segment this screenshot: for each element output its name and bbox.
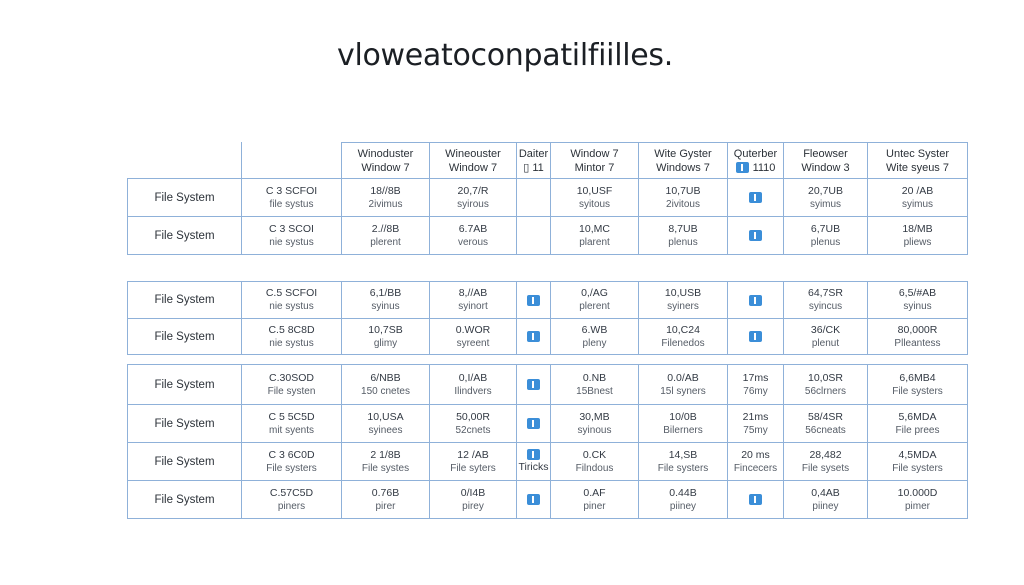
file-icon bbox=[749, 331, 762, 342]
row-label bbox=[127, 216, 242, 255]
table-cell bbox=[783, 364, 868, 405]
cell-text: 6/NBB bbox=[370, 371, 401, 384]
cell-text: 0.76B bbox=[371, 486, 400, 499]
table-cell bbox=[241, 178, 342, 217]
cell-text: Fleowser bbox=[803, 147, 848, 160]
cell-text: 0.CK bbox=[582, 448, 607, 461]
cell-text: 28,482 bbox=[809, 448, 842, 461]
cell-text: 0.WOR bbox=[455, 323, 491, 336]
cell-text: 36/CK bbox=[810, 323, 841, 336]
table-cell bbox=[867, 442, 968, 481]
cell-text: nie systus bbox=[269, 337, 314, 349]
table-cell bbox=[727, 442, 784, 481]
file-icon bbox=[527, 331, 540, 342]
cell-text: 2ivitous bbox=[666, 198, 700, 210]
table-cell bbox=[341, 442, 430, 481]
table-cell bbox=[429, 281, 517, 319]
table-cell bbox=[516, 442, 551, 481]
table-cell bbox=[638, 281, 728, 319]
table-cell bbox=[516, 178, 551, 217]
cell-text: File systers bbox=[892, 462, 943, 474]
table-cell bbox=[638, 178, 728, 217]
cell-text: 2 1/8B bbox=[370, 448, 401, 461]
table-cell bbox=[550, 216, 639, 255]
compatibility-table bbox=[127, 142, 967, 518]
cell-text: File sysets bbox=[801, 462, 850, 474]
table-cell bbox=[550, 480, 639, 519]
table-cell bbox=[727, 318, 784, 355]
cell-text: File System bbox=[154, 191, 215, 204]
cell-text: C.5 8C8D bbox=[268, 323, 315, 336]
row-spacer bbox=[127, 254, 241, 281]
row-spacer bbox=[638, 354, 727, 364]
cell-text: Plleantess bbox=[894, 337, 941, 349]
row-spacer bbox=[727, 254, 783, 281]
row-spacer bbox=[638, 254, 727, 281]
table-cell bbox=[867, 216, 968, 255]
file-icon bbox=[527, 449, 540, 460]
cell-text: 17ms bbox=[742, 371, 769, 384]
cell-text: File systers bbox=[892, 385, 943, 397]
table-cell bbox=[341, 178, 430, 217]
cell-text: C.5 SCFOI bbox=[265, 287, 318, 299]
file-icon bbox=[749, 230, 762, 241]
column-header bbox=[550, 142, 639, 179]
cell-text: syiners bbox=[667, 301, 699, 312]
column-header bbox=[341, 142, 430, 179]
row-spacer bbox=[867, 354, 967, 364]
table-cell bbox=[550, 178, 639, 217]
cell-text: 10/0B bbox=[669, 410, 697, 423]
row-label bbox=[127, 364, 242, 405]
row-spacer bbox=[783, 254, 867, 281]
table-cell bbox=[727, 281, 784, 319]
cell-text: 10,USB bbox=[664, 287, 702, 299]
cell-text: Untec Syster bbox=[886, 147, 949, 160]
cell-text: Filndous bbox=[575, 462, 614, 474]
cell-text: 15Bnest bbox=[576, 385, 613, 397]
table-cell bbox=[241, 442, 342, 481]
cell-text: ▯ 11 bbox=[523, 161, 544, 174]
cell-text: file systus bbox=[269, 198, 314, 210]
table-cell bbox=[783, 318, 868, 355]
table-cell bbox=[516, 281, 551, 319]
cell-text: File System bbox=[154, 417, 215, 430]
cell-text: 20 /AB bbox=[901, 184, 934, 197]
file-icon bbox=[527, 379, 540, 390]
table-cell bbox=[550, 318, 639, 355]
cell-text: 75my bbox=[743, 424, 768, 436]
row-label bbox=[127, 442, 242, 481]
table-cell bbox=[867, 404, 968, 443]
cell-text: mit syents bbox=[268, 424, 314, 436]
cell-text: 21ms bbox=[742, 410, 769, 423]
cell-text: plenut bbox=[811, 337, 840, 349]
table-cell bbox=[241, 480, 342, 519]
cell-text: File System bbox=[154, 378, 215, 391]
cell-text: piners bbox=[277, 500, 306, 512]
cell-text: Window 7 bbox=[570, 147, 619, 160]
cell-text: piiney bbox=[669, 500, 697, 512]
cell-text: 58/4SR bbox=[807, 410, 844, 423]
cell-text: piner bbox=[583, 500, 606, 512]
cell-text: 6,1/BB bbox=[369, 287, 402, 299]
column-header bbox=[241, 142, 342, 179]
cell-text: pirey bbox=[462, 500, 484, 512]
table-cell bbox=[516, 404, 551, 443]
table-cell bbox=[429, 216, 517, 255]
cell-text: 5,6MDA bbox=[898, 410, 937, 423]
table-cell bbox=[638, 364, 728, 405]
cell-text: 6.WB bbox=[581, 323, 608, 336]
cell-text: File System bbox=[154, 229, 215, 242]
cell-text: 12 /AB bbox=[457, 448, 489, 461]
cell-text: 15l syners bbox=[660, 385, 706, 397]
cell-text: syinus bbox=[903, 301, 932, 312]
cell-text: 2.//8B bbox=[371, 222, 400, 235]
table-cell bbox=[867, 178, 968, 217]
cell-text: 52cnets bbox=[455, 424, 491, 436]
table-cell bbox=[727, 480, 784, 519]
cell-text: 14,SB bbox=[668, 448, 698, 461]
row-spacer bbox=[550, 254, 638, 281]
table-cell bbox=[550, 281, 639, 319]
file-icon bbox=[527, 418, 540, 429]
row-spacer bbox=[429, 254, 516, 281]
table-cell bbox=[783, 442, 868, 481]
cell-text: Winoduster bbox=[357, 147, 414, 160]
column-header bbox=[638, 142, 728, 179]
cell-text: 2ivimus bbox=[368, 198, 403, 210]
column-header bbox=[429, 142, 517, 179]
header-blank bbox=[127, 142, 242, 179]
table-cell bbox=[638, 216, 728, 255]
table-cell bbox=[429, 442, 517, 481]
cell-text: 20,7UB bbox=[807, 184, 844, 197]
row-spacer bbox=[867, 254, 967, 281]
cell-text: Quterber bbox=[733, 147, 778, 160]
file-icon bbox=[749, 192, 762, 203]
row-label bbox=[127, 318, 242, 355]
table-cell bbox=[516, 364, 551, 405]
row-spacer bbox=[550, 354, 638, 364]
cell-text: plenus bbox=[810, 236, 841, 248]
row-spacer bbox=[341, 354, 429, 364]
cell-text: 10,7UB bbox=[665, 184, 701, 197]
cell-text: Mintor 7 bbox=[574, 161, 615, 174]
cell-text: plarent bbox=[579, 236, 610, 248]
row-spacer bbox=[127, 354, 241, 364]
table-cell bbox=[516, 216, 551, 255]
table-cell bbox=[867, 281, 968, 319]
cell-text: C 3 6C0D bbox=[268, 448, 315, 461]
cell-text: Tiricks bbox=[518, 461, 549, 473]
row-spacer bbox=[241, 354, 341, 364]
cell-text: Wineouster bbox=[445, 147, 501, 160]
cell-text: File systen bbox=[267, 385, 316, 397]
cell-text: 10.000D bbox=[897, 486, 938, 499]
table-cell bbox=[727, 178, 784, 217]
file-icon bbox=[736, 162, 749, 173]
cell-text: File systers bbox=[266, 462, 317, 474]
cell-text: syitous bbox=[578, 198, 611, 210]
table-cell bbox=[516, 318, 551, 355]
cell-text: syinees bbox=[368, 424, 403, 436]
cell-text: 20 ms bbox=[741, 448, 770, 461]
file-icon bbox=[527, 295, 540, 306]
table-cell bbox=[783, 480, 868, 519]
cell-text: Daiter bbox=[518, 147, 549, 160]
row-label bbox=[127, 281, 242, 319]
cell-text: C 3 SCFOI bbox=[265, 184, 318, 197]
cell-text: nie systus bbox=[269, 236, 314, 248]
table-cell bbox=[241, 281, 342, 319]
cell-text: Window 3 bbox=[801, 161, 850, 174]
table-cell bbox=[429, 480, 517, 519]
cell-text: 76my bbox=[743, 385, 768, 397]
header-icon-row bbox=[736, 161, 776, 175]
cell-text: syimus bbox=[809, 198, 842, 210]
cell-text: pleny bbox=[582, 337, 607, 349]
cell-text: 10,USF bbox=[576, 184, 613, 197]
table-cell bbox=[429, 404, 517, 443]
cell-text: 10,MC bbox=[579, 222, 610, 235]
table-cell bbox=[727, 364, 784, 405]
table-cell bbox=[783, 404, 868, 443]
cell-text: 50,00R bbox=[456, 410, 490, 423]
cell-text: 0/I4B bbox=[460, 486, 486, 499]
column-header bbox=[516, 142, 551, 179]
row-spacer bbox=[516, 354, 550, 364]
table-cell bbox=[638, 318, 728, 355]
table-cell bbox=[550, 364, 639, 405]
cell-text: syinus bbox=[371, 301, 400, 312]
table-cell bbox=[867, 318, 968, 355]
column-header bbox=[867, 142, 968, 179]
cell-text: syreent bbox=[456, 337, 490, 349]
table-cell bbox=[241, 216, 342, 255]
cell-text: File System bbox=[154, 455, 215, 468]
cell-text: Window 7 bbox=[448, 161, 498, 174]
cell-text: File System bbox=[154, 493, 215, 506]
cell-text: nie systus bbox=[269, 301, 314, 312]
cell-text: syincus bbox=[808, 301, 843, 312]
table-cell bbox=[341, 281, 430, 319]
page-title: vloweatoconpatilfiilles. bbox=[337, 38, 673, 73]
cell-text: 6,5/#AB bbox=[898, 287, 937, 299]
cell-text: C.57C5D bbox=[269, 486, 314, 499]
cell-text: File systers bbox=[657, 462, 709, 474]
cell-text: 4,5MDA bbox=[898, 448, 937, 461]
cell-text: glimy bbox=[373, 337, 398, 349]
cell-text: plenus bbox=[668, 236, 698, 248]
cell-text: 10,USA bbox=[367, 410, 404, 423]
cell-text: 8,7UB bbox=[668, 222, 698, 235]
table-cell bbox=[867, 364, 968, 405]
table-cell bbox=[783, 216, 868, 255]
cell-text: 10,0SR bbox=[807, 371, 844, 384]
cell-text: 8,//AB bbox=[458, 287, 488, 299]
table-cell bbox=[638, 480, 728, 519]
cell-text: 10,7SB bbox=[368, 323, 403, 336]
table-cell bbox=[341, 216, 430, 255]
cell-text: 6,6MB4 bbox=[899, 371, 936, 384]
table-cell bbox=[429, 178, 517, 217]
cell-text: 6.7AB bbox=[458, 222, 488, 235]
table-cell bbox=[516, 480, 551, 519]
cell-text: 56cneats bbox=[805, 424, 846, 436]
cell-text: File System bbox=[154, 294, 215, 306]
cell-text: 18/MB bbox=[902, 222, 933, 235]
row-spacer bbox=[516, 254, 550, 281]
cell-text: C 5 5C5D bbox=[268, 410, 315, 423]
cell-text: Window 7 bbox=[361, 161, 410, 174]
column-header bbox=[783, 142, 868, 179]
column-header bbox=[727, 142, 784, 179]
cell-text: 0,4AB bbox=[811, 486, 840, 499]
cell-text: 10,C24 bbox=[666, 323, 700, 336]
row-spacer bbox=[727, 354, 783, 364]
table-cell bbox=[638, 404, 728, 443]
cell-text: plerent bbox=[370, 236, 401, 248]
table-cell bbox=[867, 480, 968, 519]
cell-text: plerent bbox=[579, 301, 610, 312]
row-label bbox=[127, 480, 242, 519]
table-cell bbox=[550, 404, 639, 443]
file-icon bbox=[749, 295, 762, 306]
cell-text: C.30SOD bbox=[269, 371, 314, 384]
row-label bbox=[127, 404, 242, 443]
cell-text: 0.NB bbox=[582, 371, 607, 384]
table-cell bbox=[638, 442, 728, 481]
table-cell bbox=[783, 281, 868, 319]
cell-text: 20,7/R bbox=[457, 184, 489, 197]
cell-text: 1110 bbox=[752, 161, 776, 174]
cell-text: 64,7SR bbox=[807, 287, 844, 299]
cell-text: 56clrners bbox=[804, 385, 847, 397]
cell-text: pirer bbox=[375, 500, 396, 512]
cell-text: 150 cnetes bbox=[361, 385, 410, 397]
cell-text: C 3 SCOI bbox=[269, 222, 314, 235]
cell-text: syinous bbox=[577, 424, 612, 436]
cell-text: File syters bbox=[450, 462, 496, 474]
cell-text: Bilerners bbox=[663, 424, 703, 436]
cell-text: verous bbox=[457, 236, 488, 248]
row-spacer bbox=[429, 354, 516, 364]
cell-text: 30,MB bbox=[579, 410, 610, 423]
table-cell bbox=[341, 318, 430, 355]
cell-text: 0.AF bbox=[583, 486, 606, 499]
cell-text: 80,000R bbox=[897, 323, 938, 336]
table-cell bbox=[727, 404, 784, 443]
cell-text: Wite syeus 7 bbox=[886, 161, 949, 174]
cell-text: File prees bbox=[895, 424, 940, 436]
cell-text: syinort bbox=[458, 301, 488, 312]
cell-text: 6,7UB bbox=[810, 222, 841, 235]
cell-text: Ilindvers bbox=[454, 385, 492, 397]
cell-text: 0.0/AB bbox=[667, 371, 699, 384]
cell-text: 0.44B bbox=[669, 486, 697, 499]
table-cell bbox=[727, 216, 784, 255]
cell-text: 0,/AG bbox=[581, 287, 608, 299]
row-label bbox=[127, 178, 242, 217]
table-cell bbox=[341, 364, 430, 405]
table-cell bbox=[241, 404, 342, 443]
cell-text: syirous bbox=[457, 198, 489, 210]
cell-text: pimer bbox=[904, 500, 930, 512]
table-cell bbox=[241, 318, 342, 355]
cell-text: 18//8B bbox=[370, 184, 401, 197]
cell-text: Wite Gyster bbox=[654, 147, 712, 160]
cell-text: Windows 7 bbox=[656, 161, 710, 174]
cell-text: 0,I/AB bbox=[458, 371, 488, 384]
table-cell bbox=[341, 404, 430, 443]
cell-text: Fincecers bbox=[733, 462, 778, 474]
row-spacer bbox=[783, 354, 867, 364]
cell-text: pliews bbox=[903, 236, 932, 248]
cell-text: File System bbox=[154, 330, 215, 343]
table-cell bbox=[429, 318, 517, 355]
table-cell bbox=[241, 364, 342, 405]
table-cell bbox=[429, 364, 517, 405]
file-icon bbox=[527, 494, 540, 505]
cell-text: syimus bbox=[901, 198, 934, 210]
table-cell bbox=[341, 480, 430, 519]
row-spacer bbox=[241, 254, 341, 281]
icon-row bbox=[527, 449, 540, 460]
cell-text: piiney bbox=[812, 500, 839, 512]
cell-text: Filenedos bbox=[661, 337, 705, 349]
row-spacer bbox=[341, 254, 429, 281]
table-cell bbox=[783, 178, 868, 217]
table-cell bbox=[550, 442, 639, 481]
cell-text: File systes bbox=[361, 462, 410, 474]
file-icon bbox=[749, 494, 762, 505]
